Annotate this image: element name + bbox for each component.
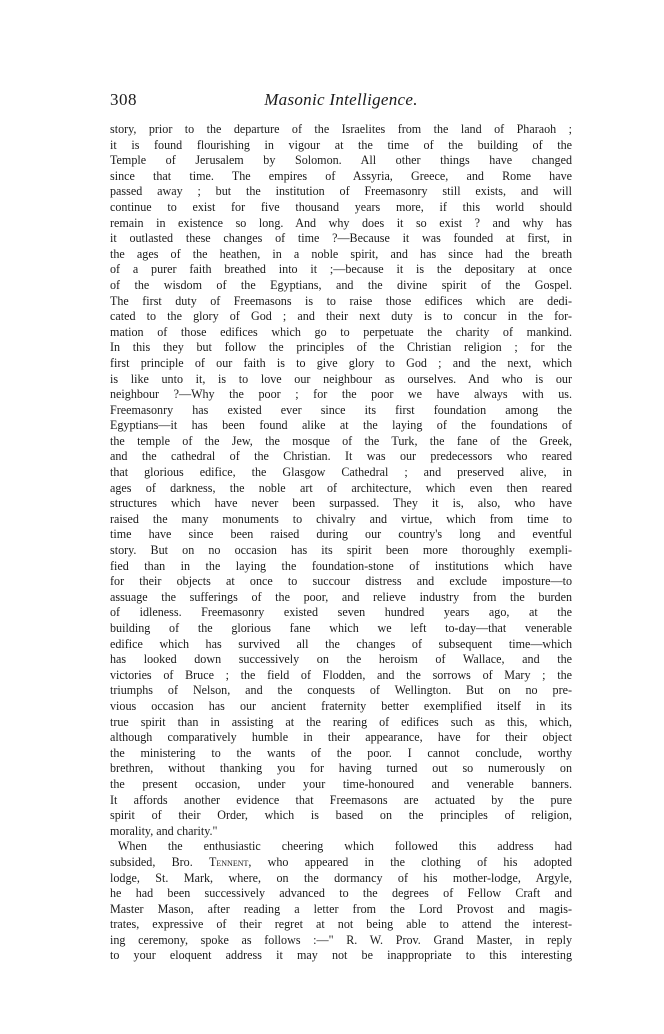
text-line: When the enthusiastic cheering which followed this address had: [118, 839, 572, 854]
text-line: continue to exist for five thousand years more, if this world should: [110, 199, 572, 214]
text-line: the ministering to the wants of the poor. I cannot conclude, worthy: [110, 745, 572, 760]
paragraph: [110, 839, 572, 964]
text-line: assuage the sufferings of the poor, and relieve industry from the burden: [110, 589, 572, 604]
text-line: of idleness. Freemasonry existed seven hundred years ago, at the: [110, 605, 572, 620]
paragraph: [110, 122, 572, 839]
text-line: of the wisdom of the Egyptians, and the divine spirit of the Gospel.: [110, 277, 572, 292]
text-line: In this they but follow the principles of the Christian religion ; for the: [110, 340, 572, 355]
page-number: 308: [110, 90, 137, 109]
text-line: story. But on no occasion has its spirit been more thoroughly exempli-: [110, 543, 572, 558]
text-line: morality, and charity.": [110, 823, 218, 838]
text-line: victories of Bruce ; the field of Flodden, and the sorrows of Mary ; the: [110, 667, 572, 682]
text-line: time have since been raised during our country's long and eventful: [110, 527, 572, 542]
text-line: story, prior to the departure of the Israelites from the land of Pharaoh ;: [110, 122, 572, 136]
text-line: Freemasonry has existed ever since its first foundation among the: [110, 402, 572, 417]
text-line: has looked down successively on the heroism of Wallace, and the: [110, 652, 572, 667]
text-line: is like unto it, is to love our neighbour as ourselves. And who is our: [110, 371, 572, 386]
text-line: to your eloquent address it may not be inappropriate to this interesting: [110, 948, 572, 963]
text-line: lodge, St. Mark, where, on the dormancy of his mother-lodge, Argyle,: [110, 870, 572, 885]
text-line: spirit of their Order, which is based on the principles of religion,: [110, 808, 572, 823]
text-line: Temple of Jerusalem by Solomon. All other things have changed: [110, 153, 572, 168]
text-line: it is found flourishing in vigour at the time of the building of the: [110, 137, 572, 152]
text-line: vious occasion has our ancient fraternity better exemplified itself in its: [110, 698, 572, 713]
text-line: ages of darkness, the noble art of architecture, which even then reared: [110, 480, 572, 495]
text-line: brethren, without thanking you for having turned out so numerously on: [110, 761, 572, 776]
text-line: although comparatively humble in their appearance, have for their object: [110, 730, 572, 745]
text-line: first principle of our faith is to give glory to God ; and the next, which: [110, 355, 572, 370]
text-line: The first duty of Freemasons is to raise those edifices which are dedi-: [110, 293, 572, 308]
text-line: raised the many monuments to chivalry and virtue, which from time to: [110, 511, 572, 526]
text-fragment: subsided, Bro.: [110, 854, 209, 869]
text-line: edifice which has survived all the changes of subsequent time—which: [110, 636, 572, 651]
text-line: Egyptians—it has been found alike at the laying of the foundations of: [110, 418, 572, 433]
running-title: Masonic Intelligence.: [264, 90, 418, 109]
text-fragment: , who appeared in the clothing of his adopted: [248, 854, 573, 869]
text-line: that glorious edifice, the Glasgow Cathedral ; and preserved alive, in: [110, 465, 572, 480]
text-line: and the cathedral of the Christian. It was our predecessors who reared: [110, 449, 572, 464]
text-line: ing ceremony, spoke as follows :—" R. W. Prov. Grand Master, in reply: [110, 932, 572, 947]
text-line: remain in existence so long. And why does it so exist ? and why has: [110, 215, 572, 230]
text-line: neighbour ?—Why the poor ; for the poor we have always with us.: [110, 387, 572, 402]
body-text: [110, 122, 572, 964]
text-line: the temple of the Jew, the mosque of the Turk, the fane of the Greek,: [110, 433, 572, 448]
text-line: It affords another evidence that Freemasons are actuated by the pure: [110, 792, 572, 807]
text-line: he had been successively advanced to the degrees of Fellow Craft and: [110, 886, 572, 901]
text-line: true spirit than in assisting at the rearing of edifices such as this, which,: [110, 714, 572, 729]
text-line: triumphs of Nelson, and the conquests of Wellington. But on no pre-: [110, 683, 572, 698]
text-line: since that time. The empires of Assyria, Greece, and Rome have: [110, 168, 572, 183]
text-line: the ages of the heathen, in a noble spirit, and has since had the breath: [110, 246, 572, 261]
page-header: [110, 90, 572, 118]
text-line: [110, 855, 572, 871]
text-line: the present occasion, under your time-honoured and venerable banners.: [110, 776, 572, 791]
text-line: Master Mason, after reading a letter from the Lord Provost and magis-: [110, 901, 572, 916]
text-line: of a purer faith breathed into it ;—because it is the depositary at once: [110, 262, 572, 277]
book-page: [110, 90, 572, 964]
text-line: cated to the glory of God ; and their next duty is to concur in the for-: [110, 309, 572, 324]
text-line: passed away ; but the institution of Freemasonry still exists, and will: [110, 184, 572, 199]
text-line: it outlasted these changes of time ?—Because it was founded at first, in: [110, 231, 572, 246]
person-name: Tennent: [208, 854, 249, 869]
text-line: mation of those edifices which go to perpetuate the charity of mankind.: [110, 324, 572, 339]
text-line: building of the glorious fane which we left to-day—that venerable: [110, 621, 572, 635]
text-line: trates, expressive of their regret at not being able to attend the interest-: [110, 917, 572, 932]
text-line: structures which have never been surpassed. They it is, also, who have: [110, 496, 572, 511]
text-line: fied than in the laying the foundation-stone of institutions which have: [110, 558, 572, 573]
text-line: for their objects at once to succour distress and exclude imposture—to: [110, 574, 572, 589]
